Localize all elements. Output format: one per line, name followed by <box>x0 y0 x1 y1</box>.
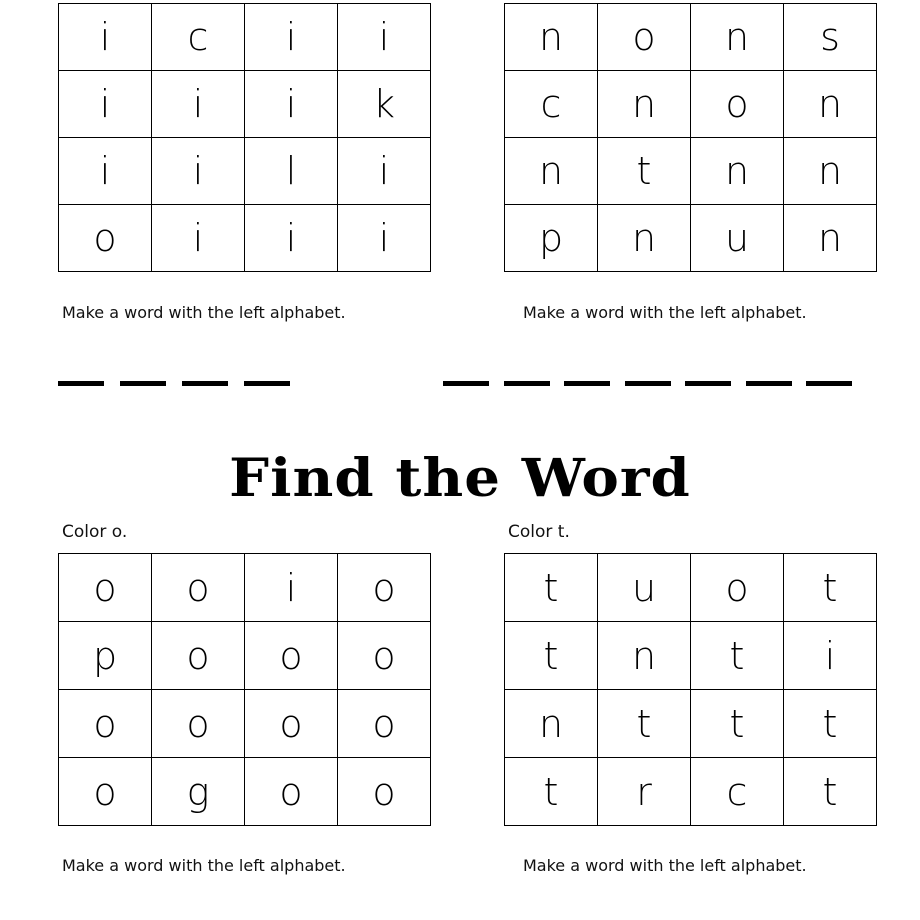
grid-cell[interactable]: l <box>245 138 338 205</box>
letter-grid-bottom-left <box>58 553 431 826</box>
answer-blank[interactable] <box>120 381 166 386</box>
letter-grid-top-right <box>504 3 877 272</box>
grid-cell[interactable]: c <box>691 758 784 826</box>
grid-cell[interactable]: i <box>338 138 431 205</box>
grid-cell[interactable]: n <box>784 138 877 205</box>
grid-cell[interactable]: n <box>784 71 877 138</box>
grid-cell[interactable]: o <box>338 622 431 690</box>
grid-cell[interactable]: o <box>152 554 245 622</box>
grid-cell[interactable]: u <box>598 554 691 622</box>
grid-cell[interactable]: t <box>784 554 877 622</box>
grid-cell[interactable]: o <box>691 71 784 138</box>
instruction-text: Make a word with the left alphabet. <box>62 856 346 875</box>
grid-cell[interactable]: n <box>691 138 784 205</box>
grid-cell[interactable]: i <box>59 71 152 138</box>
grid-cell[interactable]: p <box>505 205 598 272</box>
answer-blank[interactable] <box>244 381 290 386</box>
grid-cell[interactable]: o <box>245 622 338 690</box>
grid-cell[interactable]: t <box>691 690 784 758</box>
grid-cell[interactable]: o <box>245 690 338 758</box>
grid-cell[interactable]: t <box>505 554 598 622</box>
answer-blank[interactable] <box>564 381 610 386</box>
grid-cell[interactable]: n <box>598 71 691 138</box>
answer-blank[interactable] <box>182 381 228 386</box>
letter-grid-bottom-right <box>504 553 877 826</box>
grid-cell[interactable]: i <box>245 71 338 138</box>
grid-cell[interactable]: c <box>152 4 245 71</box>
grid-cell[interactable]: t <box>598 138 691 205</box>
grid-cell[interactable]: g <box>152 758 245 826</box>
letter-grid-top-left <box>58 3 431 272</box>
answer-blank[interactable] <box>806 381 852 386</box>
grid-cell[interactable]: i <box>59 4 152 71</box>
grid-cell[interactable]: i <box>338 4 431 71</box>
grid-cell[interactable]: i <box>338 205 431 272</box>
grid-cell[interactable]: c <box>505 71 598 138</box>
grid-cell[interactable]: i <box>784 622 877 690</box>
answer-blank[interactable] <box>625 381 671 386</box>
grid-cell[interactable]: n <box>505 4 598 71</box>
grid-cell[interactable]: o <box>245 758 338 826</box>
grid-cell[interactable]: o <box>59 554 152 622</box>
color-instruction: Color o. <box>62 522 128 542</box>
grid-cell[interactable]: t <box>784 690 877 758</box>
grid-cell[interactable]: n <box>598 205 691 272</box>
grid-cell[interactable]: i <box>152 71 245 138</box>
instruction-text: Make a word with the left alphabet. <box>62 303 346 322</box>
grid-cell[interactable]: s <box>784 4 877 71</box>
grid-cell[interactable]: t <box>505 758 598 826</box>
answer-blank[interactable] <box>504 381 550 386</box>
answer-blank[interactable] <box>746 381 792 386</box>
grid-cell[interactable]: o <box>152 690 245 758</box>
answer-blank[interactable] <box>685 381 731 386</box>
grid-cell[interactable]: n <box>598 622 691 690</box>
instruction-text: Make a word with the left alphabet. <box>523 303 807 322</box>
grid-cell[interactable]: n <box>505 138 598 205</box>
grid-cell[interactable]: o <box>338 690 431 758</box>
answer-blank[interactable] <box>58 381 104 386</box>
grid-cell[interactable]: u <box>691 205 784 272</box>
grid-cell[interactable]: o <box>152 622 245 690</box>
grid-cell[interactable]: i <box>245 4 338 71</box>
grid-cell[interactable]: n <box>505 690 598 758</box>
grid-cell[interactable]: t <box>598 690 691 758</box>
grid-cell[interactable]: n <box>784 205 877 272</box>
color-instruction: Color t. <box>508 522 570 542</box>
grid-cell[interactable]: o <box>59 205 152 272</box>
grid-cell[interactable]: r <box>598 758 691 826</box>
grid-cell[interactable]: o <box>338 758 431 826</box>
instruction-text: Make a word with the left alphabet. <box>523 856 807 875</box>
grid-cell[interactable]: o <box>691 554 784 622</box>
grid-cell[interactable]: t <box>505 622 598 690</box>
grid-cell[interactable]: i <box>152 138 245 205</box>
grid-cell[interactable]: t <box>784 758 877 826</box>
grid-cell[interactable]: i <box>245 205 338 272</box>
grid-cell[interactable]: o <box>59 690 152 758</box>
grid-cell[interactable]: i <box>59 138 152 205</box>
grid-cell[interactable]: i <box>152 205 245 272</box>
grid-cell[interactable]: o <box>598 4 691 71</box>
grid-cell[interactable]: o <box>59 758 152 826</box>
grid-cell[interactable]: o <box>338 554 431 622</box>
grid-cell[interactable]: i <box>245 554 338 622</box>
grid-cell[interactable]: n <box>691 4 784 71</box>
grid-cell[interactable]: k <box>338 71 431 138</box>
answer-blank[interactable] <box>443 381 489 386</box>
grid-cell[interactable]: p <box>59 622 152 690</box>
page-title: Find the Word <box>229 448 691 509</box>
grid-cell[interactable]: t <box>691 622 784 690</box>
